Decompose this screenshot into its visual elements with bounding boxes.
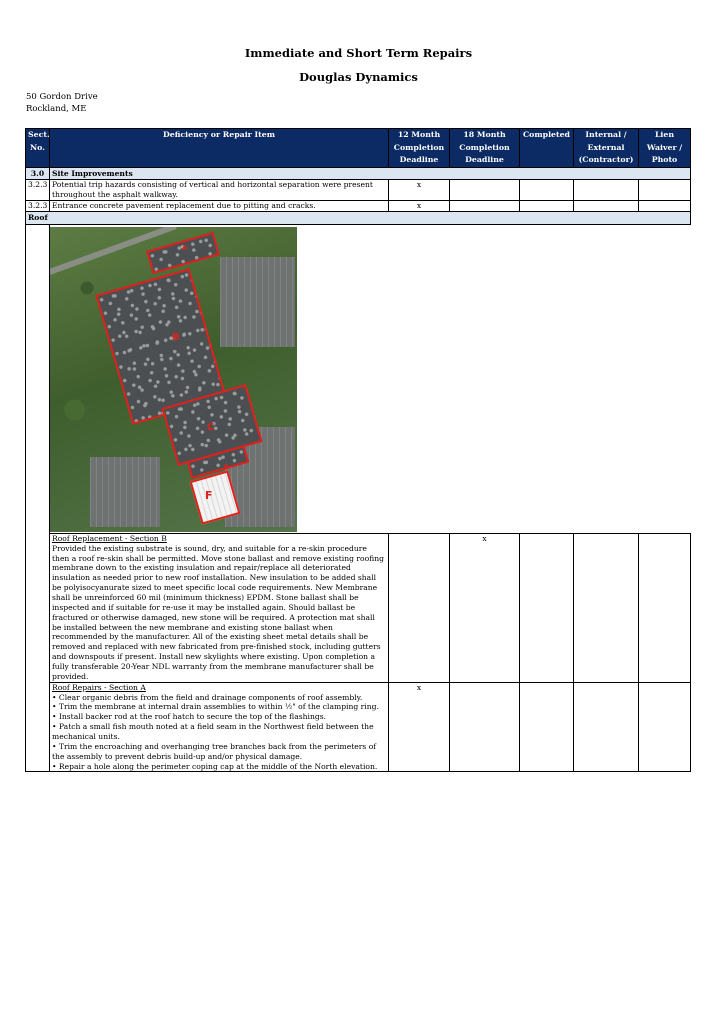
section-title: Site Improvements <box>50 167 691 180</box>
list-item: • Repair a hole along the perimeter coping cap at the middle of the North elevation. <box>52 761 378 771</box>
col-sect: Sect. No. <box>26 129 50 168</box>
row-12-month-mark <box>389 533 450 682</box>
row-completed-cell <box>520 533 574 682</box>
list-item: • Trim the membrane at internal drain assemblies to within ½" of the clamping ring. <box>52 702 379 712</box>
row-description <box>50 682 389 772</box>
page-title: Immediate and Short Term Repairs <box>244 46 473 60</box>
row-completed-cell <box>520 682 574 772</box>
row-internal-cell <box>574 201 639 212</box>
roof-repairs-heading: Roof Repairs - Section A <box>52 682 146 692</box>
roof-label: C <box>207 421 215 433</box>
row-completed-cell <box>520 201 574 212</box>
repairs-table <box>25 128 691 772</box>
table-row <box>26 180 691 201</box>
row-18-month-mark <box>450 682 520 772</box>
col-completed: Completed <box>520 129 574 168</box>
roof-replacement-text: Provided the existing substrate is sound, dry, and suitable for a re-skin procedure then a roof re-skin shall be permitted. Move stone ballast and remove existing roofing membrane down to the existing insulation and repair/replace all deteriorated insulation as needed prior to new roof installation. New insulation to be added shall be polyisocyanurate sized to meet specific local code requirements. New Membrane shall be unreinforced 60 mil (minimum thickness) EPDM. Stone ballast shall be inspected and if suitable for re-use it may be installed again. Should ballast be fractured or otherwise damaged, new stone will be required. A protection mat shall be installed between the new membrane and existing stone ballast when recommended by the manufacturer. All of the existing sheet metal details shall be removed and replaced with new fabricated from pre-finished stock, including gutters and downspouts if present. Install new skylights where existing. Upon completion a fully transferable 20-Year NDL warranty from the membrane manufacturer shall be provided. <box>52 543 384 681</box>
row-description: Potential trip hazards consisting of vertical and horizontal separation were present throughout the asphalt walkway. <box>50 180 389 201</box>
section-number: 3.0 <box>26 167 50 180</box>
list-item: • Clear organic debris from the field and drainage components of roof assembly. <box>52 692 363 702</box>
row-18-month-mark <box>450 201 520 212</box>
row-lien-cell <box>639 682 691 772</box>
col-18-month: 18 Month Completion Deadline <box>450 129 520 168</box>
roof-aerial-photo <box>50 227 297 532</box>
row-number: 3.2.3 <box>26 180 50 201</box>
row-12-month-mark: x <box>389 180 450 201</box>
roof-replacement-heading: Roof Replacement - Section B <box>52 533 167 543</box>
row-lien-cell <box>639 533 691 682</box>
table-row <box>26 533 691 682</box>
row-lien-cell <box>639 180 691 201</box>
table-row <box>26 682 691 772</box>
col-lien-waiver: Lien Waiver / Photo <box>639 129 691 168</box>
row-internal-cell <box>574 533 639 682</box>
header-row <box>26 129 691 168</box>
address-line-1: 50 Gordon Drive <box>26 92 98 102</box>
row-number: 3.2.3 <box>26 201 50 212</box>
list-item: • Patch a small fish mouth noted at a field seam in the Northwest field between the mechanical units. <box>52 722 374 741</box>
address-line-2: Rockland, ME <box>26 104 87 114</box>
row-description <box>50 533 389 682</box>
row-18-month-mark: x <box>450 533 520 682</box>
list-item: • Install backer rod at the roof hatch to secure the top of the flashings. <box>52 712 327 722</box>
roof-image-row <box>26 224 691 533</box>
section-site-improvements <box>26 167 691 180</box>
roof-label: B <box>172 331 180 343</box>
section-title: Roof <box>26 211 691 224</box>
col-internal-external: Internal / External (Contractor) <box>574 129 639 168</box>
row-lien-cell <box>639 201 691 212</box>
table-row <box>26 201 691 212</box>
row-internal-cell <box>574 180 639 201</box>
company-name: Douglas Dynamics <box>299 70 418 84</box>
row-description: Entrance concrete pavement replacement due to pitting and cracks. <box>50 201 389 212</box>
col-item: Deficiency or Repair Item <box>50 129 389 168</box>
row-12-month-mark: x <box>389 201 450 212</box>
roof-label: F <box>205 488 213 502</box>
row-completed-cell <box>520 180 574 201</box>
col-12-month: 12 Month Completion Deadline <box>389 129 450 168</box>
section-roof <box>26 211 691 224</box>
list-item: • Trim the encroaching and overhanging tree branches back from the perimeters of the assembly to prevent debris build-up and/or physical damage. <box>52 741 377 761</box>
row-internal-cell <box>574 682 639 772</box>
roof-label: A <box>182 243 188 252</box>
row-18-month-mark <box>450 180 520 201</box>
roof-label: E <box>224 462 229 471</box>
row-12-month-mark: x <box>389 682 450 772</box>
